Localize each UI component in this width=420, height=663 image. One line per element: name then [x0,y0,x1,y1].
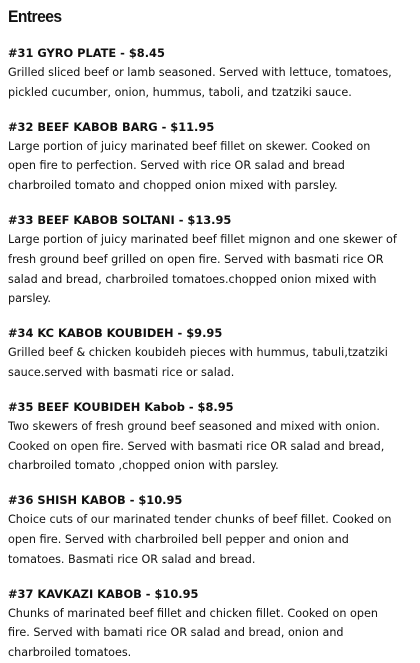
item-title: #34 KC KABOB KOUBIDEH - $9.95 [8,326,223,341]
item-description: Large portion of juicy marinated beef fillet mignon and one skewer of fresh ground beef grilled on open fire. Served with basmati rice OR salad and bread, charbroiled tomatoes.chopped onion mixed with parsley. [8,232,397,306]
item-description: Chunks of marinated beef fillet and chicken fillet. Cooked on open fire. Served with bamati rice OR salad and bread, onion and charbroiled tomatoes. [8,606,378,660]
item-title: #35 BEEF KOUBIDEH Kabob - $8.95 [8,399,234,414]
item-title: #32 BEEF KABOB BARG - $11.95 [8,119,215,134]
menu-item-36 [8,490,412,569]
section-title: Entrees [8,7,62,26]
item-title: #36 SHISH KABOB - $10.95 [8,493,183,508]
menu-item-35 [8,397,412,476]
menu-item-37 [8,584,412,663]
item-description: Grilled beef & chicken koubideh pieces with hummus, tabuli,tzatziki sauce.served with basmati rice or salad. [8,346,388,379]
entrees-list [8,43,412,663]
menu-item-31 [8,43,412,103]
item-title: #31 GYRO PLATE - $8.45 [8,46,165,60]
menu-item-32 [8,117,412,196]
item-title: #37 KAVKAZI KABOB - $10.95 [8,586,199,601]
item-title: #33 BEEF KABOB SOLTANI - $13.95 [8,212,232,227]
item-description: Choice cuts of our marinated tender chunks of beef fillet. Cooked on open fire. Served with charbroiled bell pepper and onion and tomatoes. Basmati rice OR salad and bread. [8,513,392,566]
menu-item-34 [8,323,412,383]
item-description: Large portion of juicy marinated beef fillet on skewer. Cooked on open fire to perfection. Served with rice OR salad and bread charbroiled tomato and chopped onion mixed with parsley. [8,139,371,193]
item-description: Two skewers of fresh ground beef seasoned and mixed with onion. Cooked on open fire. Served with basmati rice OR salad and bread, charbroiled tomato ,chopped onion with parsley. [8,419,385,473]
menu-item-33 [8,210,412,309]
item-description: Grilled sliced beef or lamb seasoned. Served with lettuce, tomatoes, pickled cucumber, onion, hummus, taboli, and tzatziki sauce. [8,66,392,99]
